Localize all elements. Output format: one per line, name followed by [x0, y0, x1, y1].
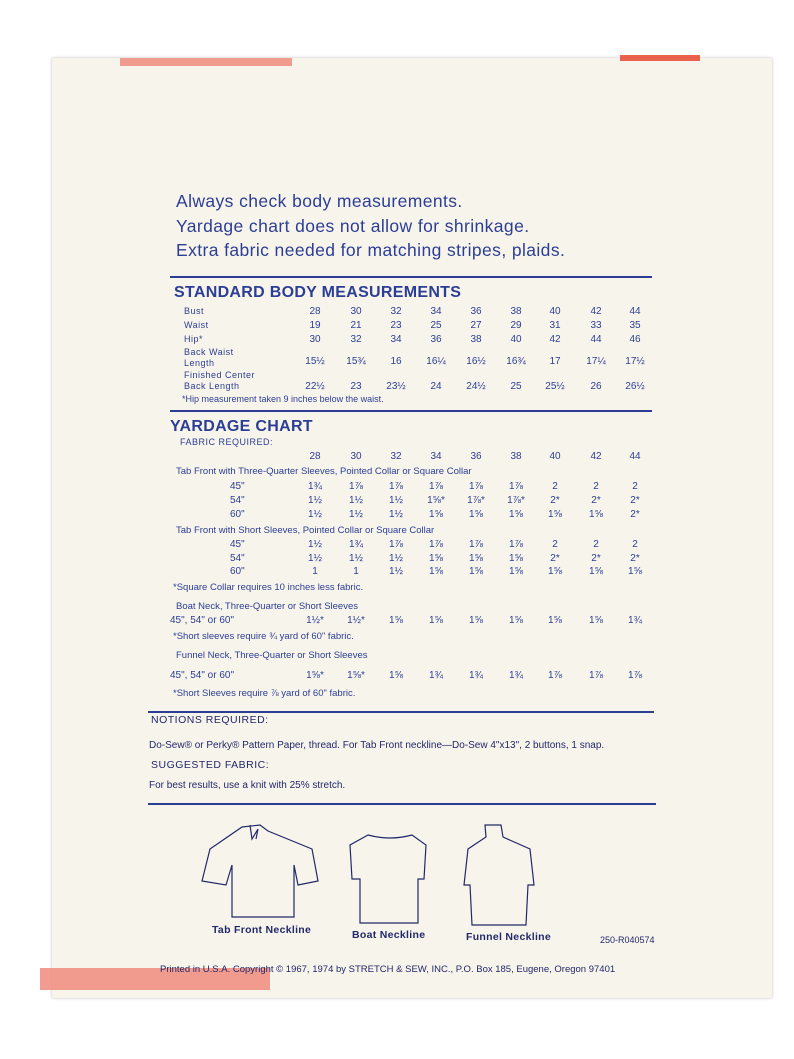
copyright-footer: Printed in U.S.A. Copyright © 1967, 1974 by STRETCH & SEW, INC., P.O. Box 185, Eugene, Oregon 97401 — [160, 964, 616, 975]
yardage-value: 1¾ — [349, 539, 363, 550]
yardage-value: 1⅝* — [427, 495, 445, 506]
yardage-value: 1⅞* — [507, 495, 525, 506]
tab-front-collar — [250, 825, 258, 839]
yardage-value: 1⅞ — [349, 481, 363, 492]
yardage-value: 2* — [550, 553, 560, 564]
yardage-value: 1⅞* — [467, 495, 485, 506]
measurement-value: 23½ — [386, 381, 406, 392]
yardage-value: 1⅝ — [469, 566, 483, 577]
yardage-value: 1⅞ — [429, 539, 443, 550]
measurement-value: 32 — [350, 334, 362, 345]
notions-heading: NOTIONS REQUIRED: — [151, 714, 269, 726]
yardage-value: 1⅝ — [429, 509, 443, 520]
measurement-label: Hip* — [184, 334, 204, 344]
measurement-value: 26 — [590, 381, 602, 392]
yardage-value: 1⅝ — [509, 553, 523, 564]
measurement-value: 16¼ — [426, 356, 446, 367]
intro-line: Extra fabric needed for matching stripes, plaids. — [176, 240, 566, 260]
yardage-value: 1½ — [389, 553, 403, 564]
measurement-value: 40 — [510, 334, 522, 345]
size-header: 42 — [590, 451, 602, 462]
funnel-neck-shirt-sketch — [464, 825, 534, 925]
yardage-value: 1⅝ — [469, 553, 483, 564]
yardage-value: 1⅝ — [389, 615, 403, 626]
measurement-value: 16¾ — [506, 356, 526, 367]
group-heading: Tab Front with Short Sleeves, Pointed Collar or Square Collar — [176, 525, 435, 536]
measurement-value: 40 — [549, 306, 561, 317]
measurement-value: 36 — [470, 306, 482, 317]
measurement-value: 31 — [549, 320, 561, 331]
size-header: 38 — [510, 451, 522, 462]
measurement-label: Finished Center — [184, 370, 256, 380]
yardage-value: 2 — [552, 539, 558, 550]
measurement-value: 17½ — [625, 356, 645, 367]
yardage-title: YARDAGE CHART — [170, 418, 313, 435]
yardage-value: 1½ — [389, 566, 403, 577]
size-header: 28 — [309, 451, 321, 462]
pattern-code: 250-R040574 — [600, 935, 655, 945]
yardage-value: 1⅝ — [589, 509, 603, 520]
section-rule — [170, 410, 652, 412]
yardage-value: 1⅝ — [589, 615, 603, 626]
yardage-value: 1¾ — [429, 670, 443, 681]
measurements-title: STANDARD BODY MEASUREMENTS — [174, 284, 462, 301]
yardage-value: 1⅞ — [429, 481, 443, 492]
yardage-value: 1½ — [308, 495, 322, 506]
fabric-width-label: 45", 54" or 60" — [170, 615, 235, 626]
yardage-value: 1⅞ — [469, 481, 483, 492]
fabric-width-label: 54" — [230, 495, 245, 506]
view-caption: Boat Neckline — [352, 929, 426, 941]
size-header: 40 — [549, 451, 561, 462]
measurement-value: 16 — [390, 356, 402, 367]
yardage-value: 2 — [632, 481, 638, 492]
measurement-value: 24 — [430, 381, 442, 392]
measurement-value: 44 — [590, 334, 602, 345]
yardage-value: 1⅞ — [469, 539, 483, 550]
yardage-value: 1 — [312, 566, 318, 577]
measurement-value: 21 — [350, 320, 362, 331]
yardage-value: 1⅞ — [548, 670, 562, 681]
yardage-value: 2 — [552, 481, 558, 492]
group-note: *Short Sleeves require ⅞ yard of 60" fabric. — [173, 688, 356, 699]
yardage-value: 1⅝ — [548, 509, 562, 520]
yardage-value: 1⅞ — [389, 539, 403, 550]
yardage-value: 1⅝ — [628, 566, 642, 577]
yardage-value: 2 — [632, 539, 638, 550]
yardage-value: 1⅝ — [469, 509, 483, 520]
yardage-value: 2* — [591, 495, 601, 506]
section-rule — [170, 276, 652, 278]
fabric-width-label: 45", 54" or 60" — [170, 670, 235, 681]
section-rule — [148, 803, 656, 805]
measurement-value: 28 — [309, 306, 321, 317]
measurement-value: 42 — [549, 334, 561, 345]
yardage-value: 1⅝ — [429, 553, 443, 564]
measurement-value: 16½ — [466, 356, 486, 367]
measurement-value: 22½ — [305, 381, 325, 392]
size-header: 34 — [430, 451, 442, 462]
group-note: *Square Collar requires 10 inches less fabric. — [173, 582, 364, 593]
yardage-value: 1⅞ — [509, 539, 523, 550]
yardage-value: 1⅝ — [509, 509, 523, 520]
yardage-value: 1½ — [349, 495, 363, 506]
group-heading: Funnel Neck, Three-Quarter or Short Sleeves — [176, 650, 368, 661]
section-rule — [148, 711, 654, 713]
measurement-value: 36 — [430, 334, 442, 345]
fabric-width-label: 60" — [230, 509, 245, 520]
yardage-value: 1½ — [349, 509, 363, 520]
yardage-value: 2 — [593, 481, 599, 492]
yardage-value: 1⅝ — [548, 566, 562, 577]
yardage-value: 1¾ — [509, 670, 523, 681]
yardage-value: 1½* — [306, 615, 324, 626]
measurement-label: Back Waist — [184, 347, 234, 357]
measurement-value: 32 — [390, 306, 402, 317]
measurement-value: 23 — [390, 320, 402, 331]
yardage-value: 1¾ — [469, 670, 483, 681]
measurement-value: 25½ — [545, 381, 565, 392]
yardage-value: 2* — [630, 509, 640, 520]
yardage-value: 1⅝ — [589, 566, 603, 577]
yardage-value: 1⅝ — [548, 615, 562, 626]
yardage-value: 1⅝ — [429, 615, 443, 626]
measurement-value: 26½ — [625, 381, 645, 392]
measurement-value: 35 — [629, 320, 641, 331]
intro-line: Always check body measurements. — [176, 191, 463, 211]
suggested-fabric-heading: SUGGESTED FABRIC: — [151, 759, 270, 771]
boat-neck-shirt-sketch — [350, 835, 426, 923]
fabric-required-label: FABRIC REQUIRED: — [180, 437, 274, 447]
yardage-value: 1⅝ — [429, 566, 443, 577]
yardage-value: 2* — [630, 495, 640, 506]
measurement-value: 25 — [430, 320, 442, 331]
measurement-value: 30 — [309, 334, 321, 345]
measurement-value: 25 — [510, 381, 522, 392]
yardage-value: 1⅝ — [509, 566, 523, 577]
yardage-value: 1 — [353, 566, 359, 577]
yardage-value: 1½ — [308, 539, 322, 550]
group-note: *Short sleeves require ¾ yard of 60" fabric. — [173, 631, 354, 642]
measurement-value: 34 — [430, 306, 442, 317]
yardage-value: 2 — [593, 539, 599, 550]
yardage-value: 1⅝ — [509, 615, 523, 626]
yardage-value: 1⅞ — [589, 670, 603, 681]
yardage-value: 1⅞ — [389, 481, 403, 492]
measurement-value: 24½ — [466, 381, 486, 392]
fabric-width-label: 54" — [230, 553, 245, 564]
measurement-value: 27 — [470, 320, 482, 331]
yardage-value: 1½ — [308, 553, 322, 564]
yardage-value: 1½ — [349, 553, 363, 564]
measurement-label: Bust — [184, 306, 205, 316]
measurement-value: 15¾ — [346, 356, 366, 367]
size-header: 32 — [390, 451, 402, 462]
measurement-value: 30 — [350, 306, 362, 317]
measurement-label: Back Length — [184, 381, 240, 391]
yardage-value: 2* — [591, 553, 601, 564]
yardage-value: 1½* — [347, 615, 365, 626]
yardage-value: 1¾ — [628, 615, 642, 626]
size-header: 30 — [350, 451, 362, 462]
yardage-value: 1⅞ — [628, 670, 642, 681]
measurement-value: 38 — [470, 334, 482, 345]
measurement-value: 42 — [590, 306, 602, 317]
measurement-value: 44 — [629, 306, 641, 317]
yardage-value: 1½ — [389, 509, 403, 520]
yardage-value: 1⅝* — [347, 670, 365, 681]
yardage-value: 1⅝ — [469, 615, 483, 626]
view-caption: Tab Front Neckline — [212, 924, 312, 936]
yardage-value: 1⅝* — [306, 670, 324, 681]
size-header: 36 — [470, 451, 482, 462]
yardage-value: 1½ — [389, 495, 403, 506]
measurement-label: Waist — [184, 320, 209, 330]
measurement-value: 46 — [629, 334, 641, 345]
measurement-value: 38 — [510, 306, 522, 317]
notions-text: Do-Sew® or Perky® Pattern Paper, thread. For Tab Front neckline—Do-Sew 4"x13", 2 buttons, 1 snap. — [149, 740, 605, 751]
measurement-value: 34 — [390, 334, 402, 345]
measurement-value: 15½ — [305, 356, 325, 367]
measurement-value: 17¼ — [586, 356, 606, 367]
fabric-width-label: 45" — [230, 481, 245, 492]
measurement-label: Length — [184, 358, 215, 368]
tape-top-left — [120, 58, 292, 66]
measurement-value: 17 — [549, 356, 561, 367]
measurement-note: *Hip measurement taken 9 inches below the waist. — [182, 394, 384, 404]
measurement-value: 33 — [590, 320, 602, 331]
group-heading: Tab Front with Three-Quarter Sleeves, Pointed Collar or Square Collar — [176, 466, 472, 477]
yardage-value: 1½ — [308, 509, 322, 520]
fabric-width-label: 45" — [230, 539, 245, 550]
measurement-value: 19 — [309, 320, 321, 331]
yardage-value: 2* — [630, 553, 640, 564]
yardage-value: 2* — [550, 495, 560, 506]
suggested-fabric-text: For best results, use a knit with 25% stretch. — [149, 780, 346, 791]
view-caption: Funnel Neckline — [466, 931, 552, 943]
yardage-value: 1¾ — [308, 481, 322, 492]
measurement-value: 29 — [510, 320, 522, 331]
size-header: 44 — [629, 451, 641, 462]
yardage-value: 1⅞ — [509, 481, 523, 492]
intro-line: Yardage chart does not allow for shrinkage. — [176, 216, 530, 236]
garment-sketches — [190, 815, 590, 935]
group-heading: Boat Neck, Three-Quarter or Short Sleeves — [176, 601, 358, 612]
fabric-width-label: 60" — [230, 566, 245, 577]
tape-top-right — [620, 55, 700, 61]
yardage-value: 1⅝ — [389, 670, 403, 681]
tab-front-shirt-sketch — [202, 825, 318, 917]
measurement-value: 23 — [350, 381, 362, 392]
